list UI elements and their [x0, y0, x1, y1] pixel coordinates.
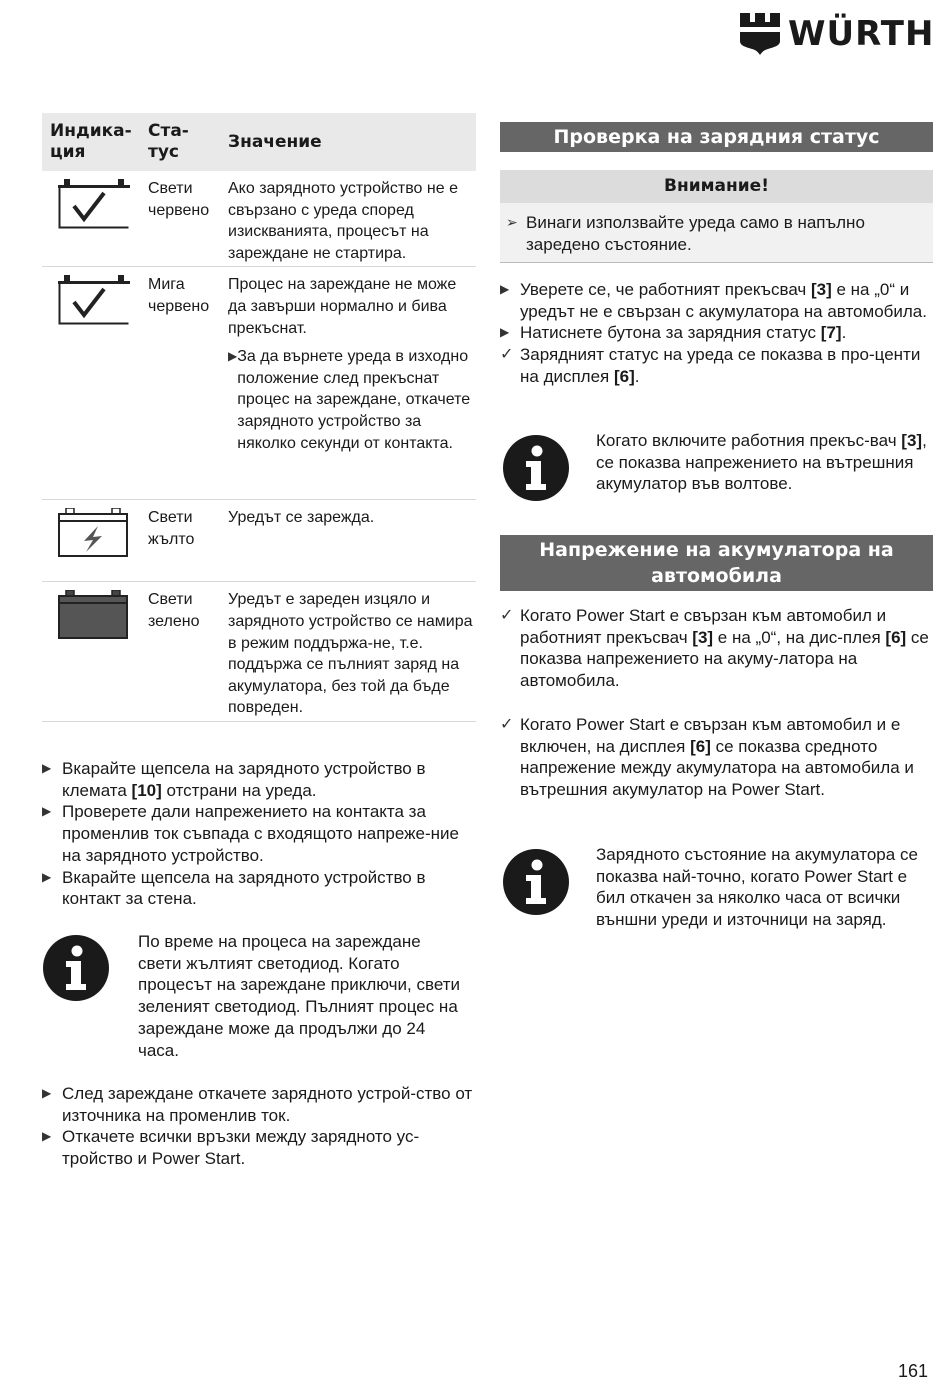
list-item: [500, 322, 933, 344]
status-table: [42, 113, 476, 722]
info-icon: [502, 434, 570, 502]
result-item: [500, 605, 933, 692]
wurth-logo: [740, 12, 935, 56]
info-text: По време на процеса на зареждане свети жълтият светодиод. Когато процесът на зареждане приключи, свети зеленият светодиод. Пълният процес на зареждане може да продължи до 24 часа.: [138, 932, 460, 1060]
list-item: [42, 1126, 476, 1169]
result-text: Когато Power Start е свързан към автомобил и работният прекъсвач [3] е на „0“, на дис-плея [6] се показва напрежението на акуму-латора на автомобила.: [520, 606, 929, 691]
status-cell: Свети червено: [142, 171, 222, 267]
battery-check-icon: [58, 179, 130, 229]
section-title-charge-status: Проверка на зарядния статус: [500, 122, 933, 152]
info-text: Зарядното състояние на акумулатора се показва най-точно, когато Power Start е бил откачен за няколко часа от всички външни уреди и източници на заряд.: [596, 845, 918, 930]
chevron-right-icon: ➢: [506, 214, 518, 230]
charging-steps-list: [42, 758, 476, 910]
list-item-text: Уверете се, че работният прекъсвач [3] е на „0“ и уредът не е свързан с акумулатора на автомобила.: [520, 280, 927, 321]
checkmark-icon: ✓: [500, 346, 514, 364]
list-item-text: Откачете всички връзки между зарядното ус-тройство и Power Start.: [62, 1127, 420, 1169]
indication-cell: [42, 267, 142, 500]
list-item: [42, 1083, 476, 1126]
battery-full-icon: [58, 590, 128, 640]
battery-charging-icon: [58, 508, 128, 558]
indication-cell: [42, 500, 142, 582]
vehicle-voltage-results: [500, 605, 933, 801]
header-indication: Индика-ция: [42, 113, 142, 171]
sub-instruction: [228, 346, 473, 454]
triangle-bullet-icon: ▶: [42, 761, 52, 775]
list-item: [500, 279, 933, 322]
battery-check-icon: [58, 275, 130, 325]
table-row: [42, 171, 476, 267]
status-cell: Мига червено: [142, 267, 222, 500]
result-item: [500, 714, 933, 801]
list-item-text: Натиснете бутона за зарядния статус [7].: [520, 323, 847, 343]
table-row: [42, 267, 476, 500]
wurth-shield-icon: [740, 13, 780, 55]
meaning-cell: [222, 267, 476, 500]
list-item: [42, 801, 476, 866]
table-row: [42, 582, 476, 722]
info-text: Когато включите работния прекъс-вач [3], се показва напрежението на вътрешния акумулатор във волтове.: [596, 431, 927, 494]
info-icon: [502, 848, 570, 916]
info-note: [42, 931, 476, 1061]
info-note: [500, 844, 933, 931]
header-meaning: Значение: [222, 113, 476, 171]
list-item-text: Вкарайте щепсела на зарядното устройство в клемата [10] отстрани на уреда.: [62, 759, 426, 800]
header-status: Ста-тус: [142, 113, 222, 171]
table-row: [42, 500, 476, 582]
list-item: [42, 867, 476, 910]
triangle-bullet-icon: ▶: [42, 1129, 52, 1144]
list-item-text: Вкарайте щепсела на зарядното устройство в контакт за стена.: [62, 867, 426, 909]
status-cell: Свети зелено: [142, 582, 222, 722]
info-icon: [42, 934, 110, 1002]
list-item-text: Проверете дали напрежението на контакта за променлив ток съвпада с входящото напреже-ние на зарядното устройство.: [62, 802, 459, 865]
warning-title: Внимание!: [500, 170, 933, 203]
triangle-bullet-icon: ▶: [42, 869, 52, 884]
warning-text: Винаги използвайте уреда само в напълно заредено състояние.: [526, 213, 865, 254]
triangle-bullet-icon: ▶: [500, 325, 510, 340]
page-number: 161: [898, 1361, 929, 1381]
section-title-vehicle-voltage: Напрежение на акумулатора на автомобила: [500, 535, 933, 591]
triangle-bullet-icon: ▶: [228, 349, 238, 364]
checkmark-icon: ✓: [500, 715, 514, 733]
indication-cell: [42, 171, 142, 267]
result-item: [500, 344, 933, 387]
brand-name: WÜRTH: [788, 14, 935, 54]
status-cell: Свети жълто: [142, 500, 222, 582]
meaning-cell: Уредът е зареден изцяло и зарядното устройство се намира в режим поддържа-не, т.е. поддържа се пълният заряд на акумулатора, без той да бъде повреден.: [222, 582, 476, 722]
list-item-text: След зареждане откачете зарядното устрой-ство от източника на променлив ток.: [62, 1084, 473, 1125]
result-text: Зарядният статус на уреда се показва в про-центи на дисплея [6].: [520, 345, 921, 386]
meaning-text: Процес на зареждане не може да завърши нормално и бива прекъснат.: [228, 276, 457, 337]
meaning-cell: Уредът се зарежда.: [222, 500, 476, 582]
disconnect-steps-list: [42, 1083, 476, 1170]
info-note: [500, 430, 933, 502]
triangle-bullet-icon: ▶: [500, 282, 510, 296]
list-item: [42, 758, 476, 801]
result-text: Когато Power Start е свързан към автомобил и е включен, на дисплея [6] се показва средното напрежение между акумулатора на автомобила и вътрешния акумулатор на Power Start.: [520, 714, 914, 799]
meaning-cell: Ако зарядното устройство не е свързано с уреда според изискванията, процесът на зареждане не стартира.: [222, 171, 476, 267]
charge-status-steps: [500, 279, 933, 388]
indication-cell: [42, 582, 142, 722]
triangle-bullet-icon: ▶: [42, 1086, 52, 1100]
table-header-row: [42, 113, 476, 171]
sub-instruction-text: За да върнете уреда в изходно положение след прекъснат процес на зареждане, откачете зарядното устройство за няколко секунди от контакта.: [237, 348, 471, 452]
triangle-bullet-icon: ▶: [42, 804, 52, 819]
checkmark-icon: ✓: [500, 607, 514, 624]
warning-box: [500, 203, 933, 263]
